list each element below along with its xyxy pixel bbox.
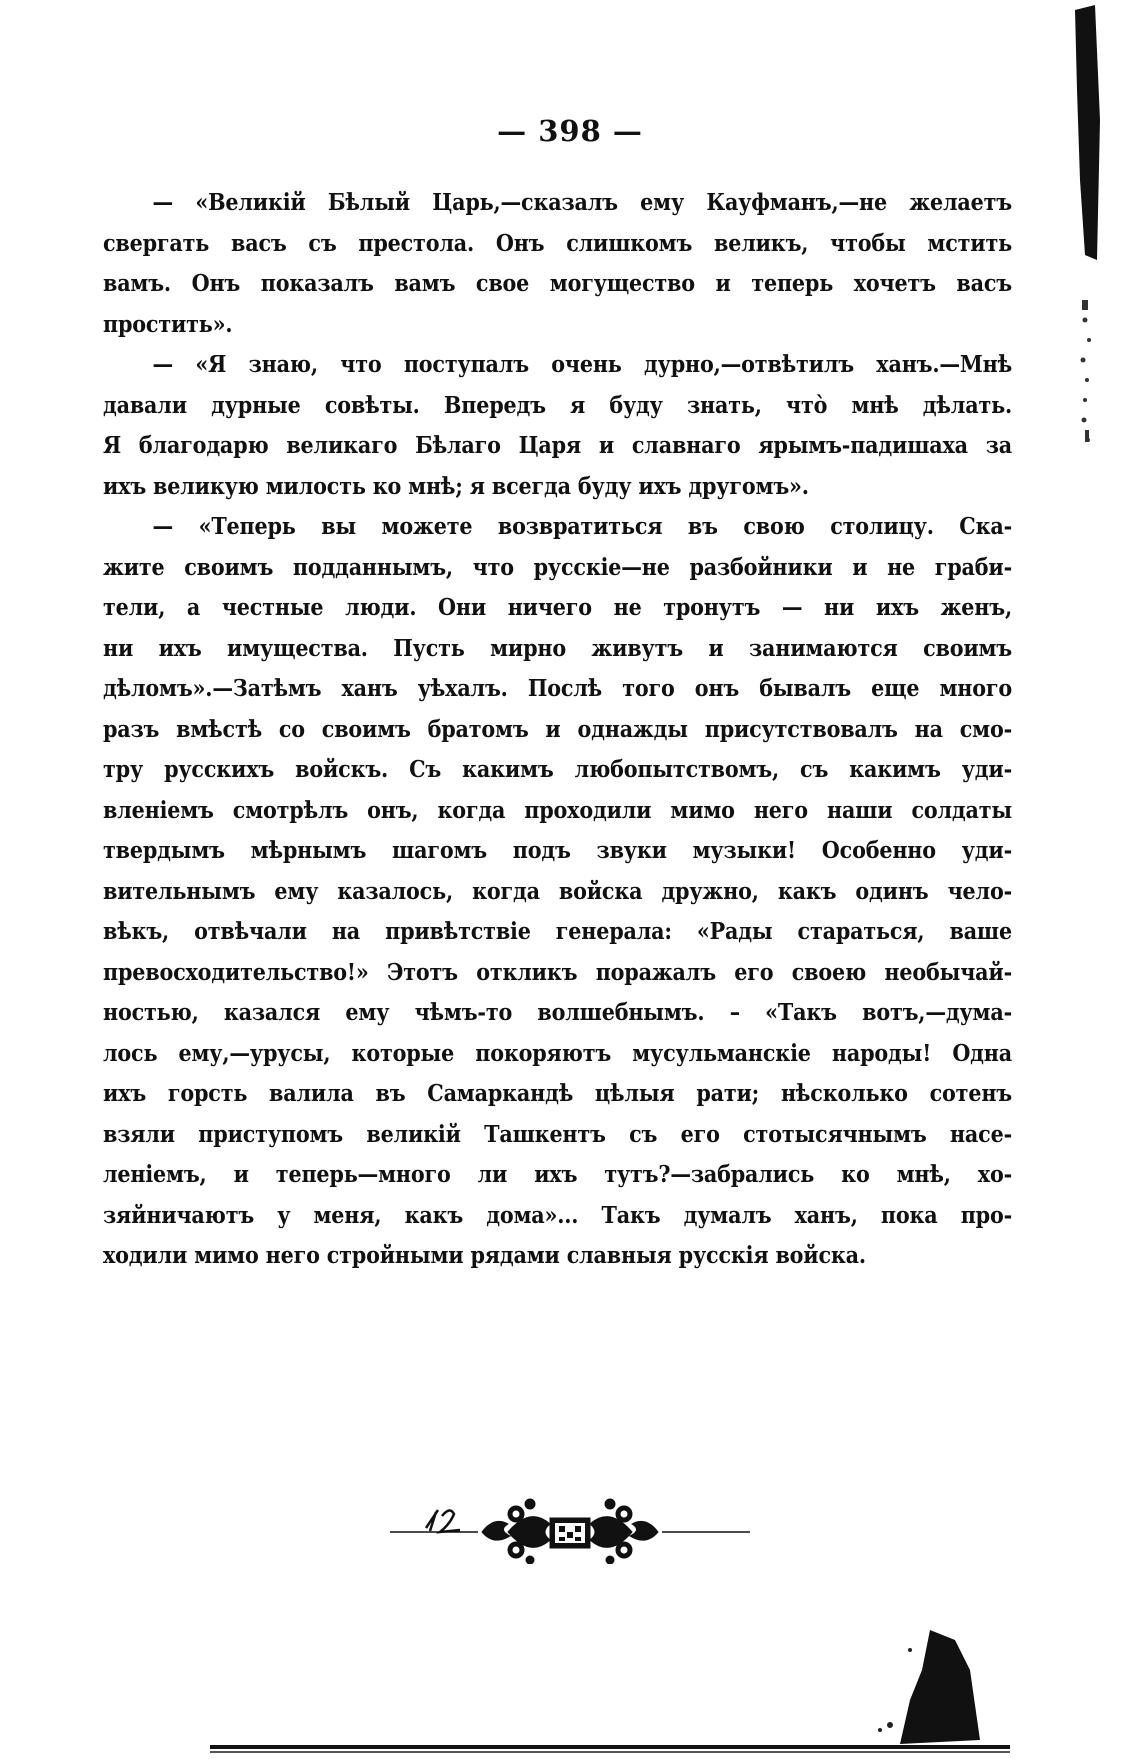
text-line: твердымъ мѣрнымъ шагомъ подъ звуки музыки! Особенно уди- — [103, 837, 1012, 864]
text-line: взяли приступомъ великій Ташкентъ съ его стотысячнымъ насе- — [103, 1120, 1012, 1148]
text-line: ни ихъ имущества. Пусть мирно живутъ и занимаются своимъ — [103, 634, 1012, 662]
text-line: тру русскихъ войскъ. Съ какимъ любопытствомъ, съ какимъ уди- — [103, 756, 1012, 783]
text-line: жите своимъ подданнымъ, что русскіе—не разбойники и не граби- — [103, 553, 1012, 581]
text-line: ностью, казался ему чѣмъ-то волшебнымъ. – «Такъ вотъ,—дума- — [103, 999, 1012, 1026]
text-line: вамъ. Онъ показалъ вамъ свое могущество и теперь хочетъ васъ — [103, 270, 1012, 297]
text-line: — «Я знаю, что поступалъ очень дурно,—отвѣтилъ ханъ.—Мнѣ — [152, 351, 1012, 378]
body-text — [103, 183, 1015, 1277]
text-line: свергать васъ съ престола. Онъ слишкомъ великъ, чтобы мстить — [103, 229, 1012, 257]
text-line: лось ему,—урусы, которые покоряютъ мусульманскіе народы! Одна — [103, 1039, 1012, 1067]
text-line: разъ вмѣстѣ со своимъ братомъ и однажды присутствовалъ на смо- — [103, 715, 1012, 743]
text-line: тели, а честные люди. Они ничего не тронутъ — ни ихъ женъ, — [103, 594, 1012, 621]
scan-shadow-bottom — [210, 1610, 1010, 1759]
scan-shadow-right — [1055, 0, 1140, 470]
text-line: зяйничаютъ у меня, какъ дома»... Такъ думалъ ханъ, пока про- — [103, 1201, 1012, 1229]
page-number: — 398 — — [497, 114, 643, 148]
text-line: вительнымъ ему казалось, когда войска дружно, какъ одинъ чело- — [103, 877, 1012, 905]
ornamental-tailpiece-icon — [390, 1484, 750, 1564]
text-line: ихъ великую милость ко мнѣ; я всегда буду ихъ другомъ». — [103, 472, 809, 500]
text-line: вленіемъ смотрѣлъ онъ, когда проходили мимо него наши солдаты — [103, 796, 1012, 824]
text-line: вѣкъ, отвѣчали на привѣтствіе генерала: «Рады стараться, ваше — [103, 918, 1012, 945]
text-line: Я благодарю великаго Бѣлаго Царя и славнаго ярымъ-падишаха за — [103, 432, 1012, 459]
text-line: — «Теперь вы можете возвратиться въ свою столицу. Ска- — [152, 513, 1012, 540]
text-line: давали дурные совѣты. Впередъ я буду знать, чтò мнѣ дѣлать. — [103, 391, 1012, 419]
text-line: дѣломъ».—Затѣмъ ханъ уѣхалъ. Послѣ того онъ бывалъ еще много — [103, 675, 1012, 702]
text-line: леніемъ, и теперь—много ли ихъ тутъ?—забрались ко мнѣ, хо- — [103, 1161, 1012, 1188]
text-line: простить». — [103, 310, 233, 338]
text-line: ихъ горсть валила въ Самаркандѣ цѣлыя рати; нѣсколько сотенъ — [103, 1080, 1012, 1107]
text-line: ходили мимо него стройными рядами славныя русскія войска. — [103, 1242, 866, 1269]
text-line: превосходительство!» Этотъ откликъ поражалъ его своею необычай- — [103, 958, 1012, 986]
text-line: — «Великій Бѣлый Царь,—сказалъ ему Кауфманъ,—не желаетъ — [152, 189, 1012, 216]
